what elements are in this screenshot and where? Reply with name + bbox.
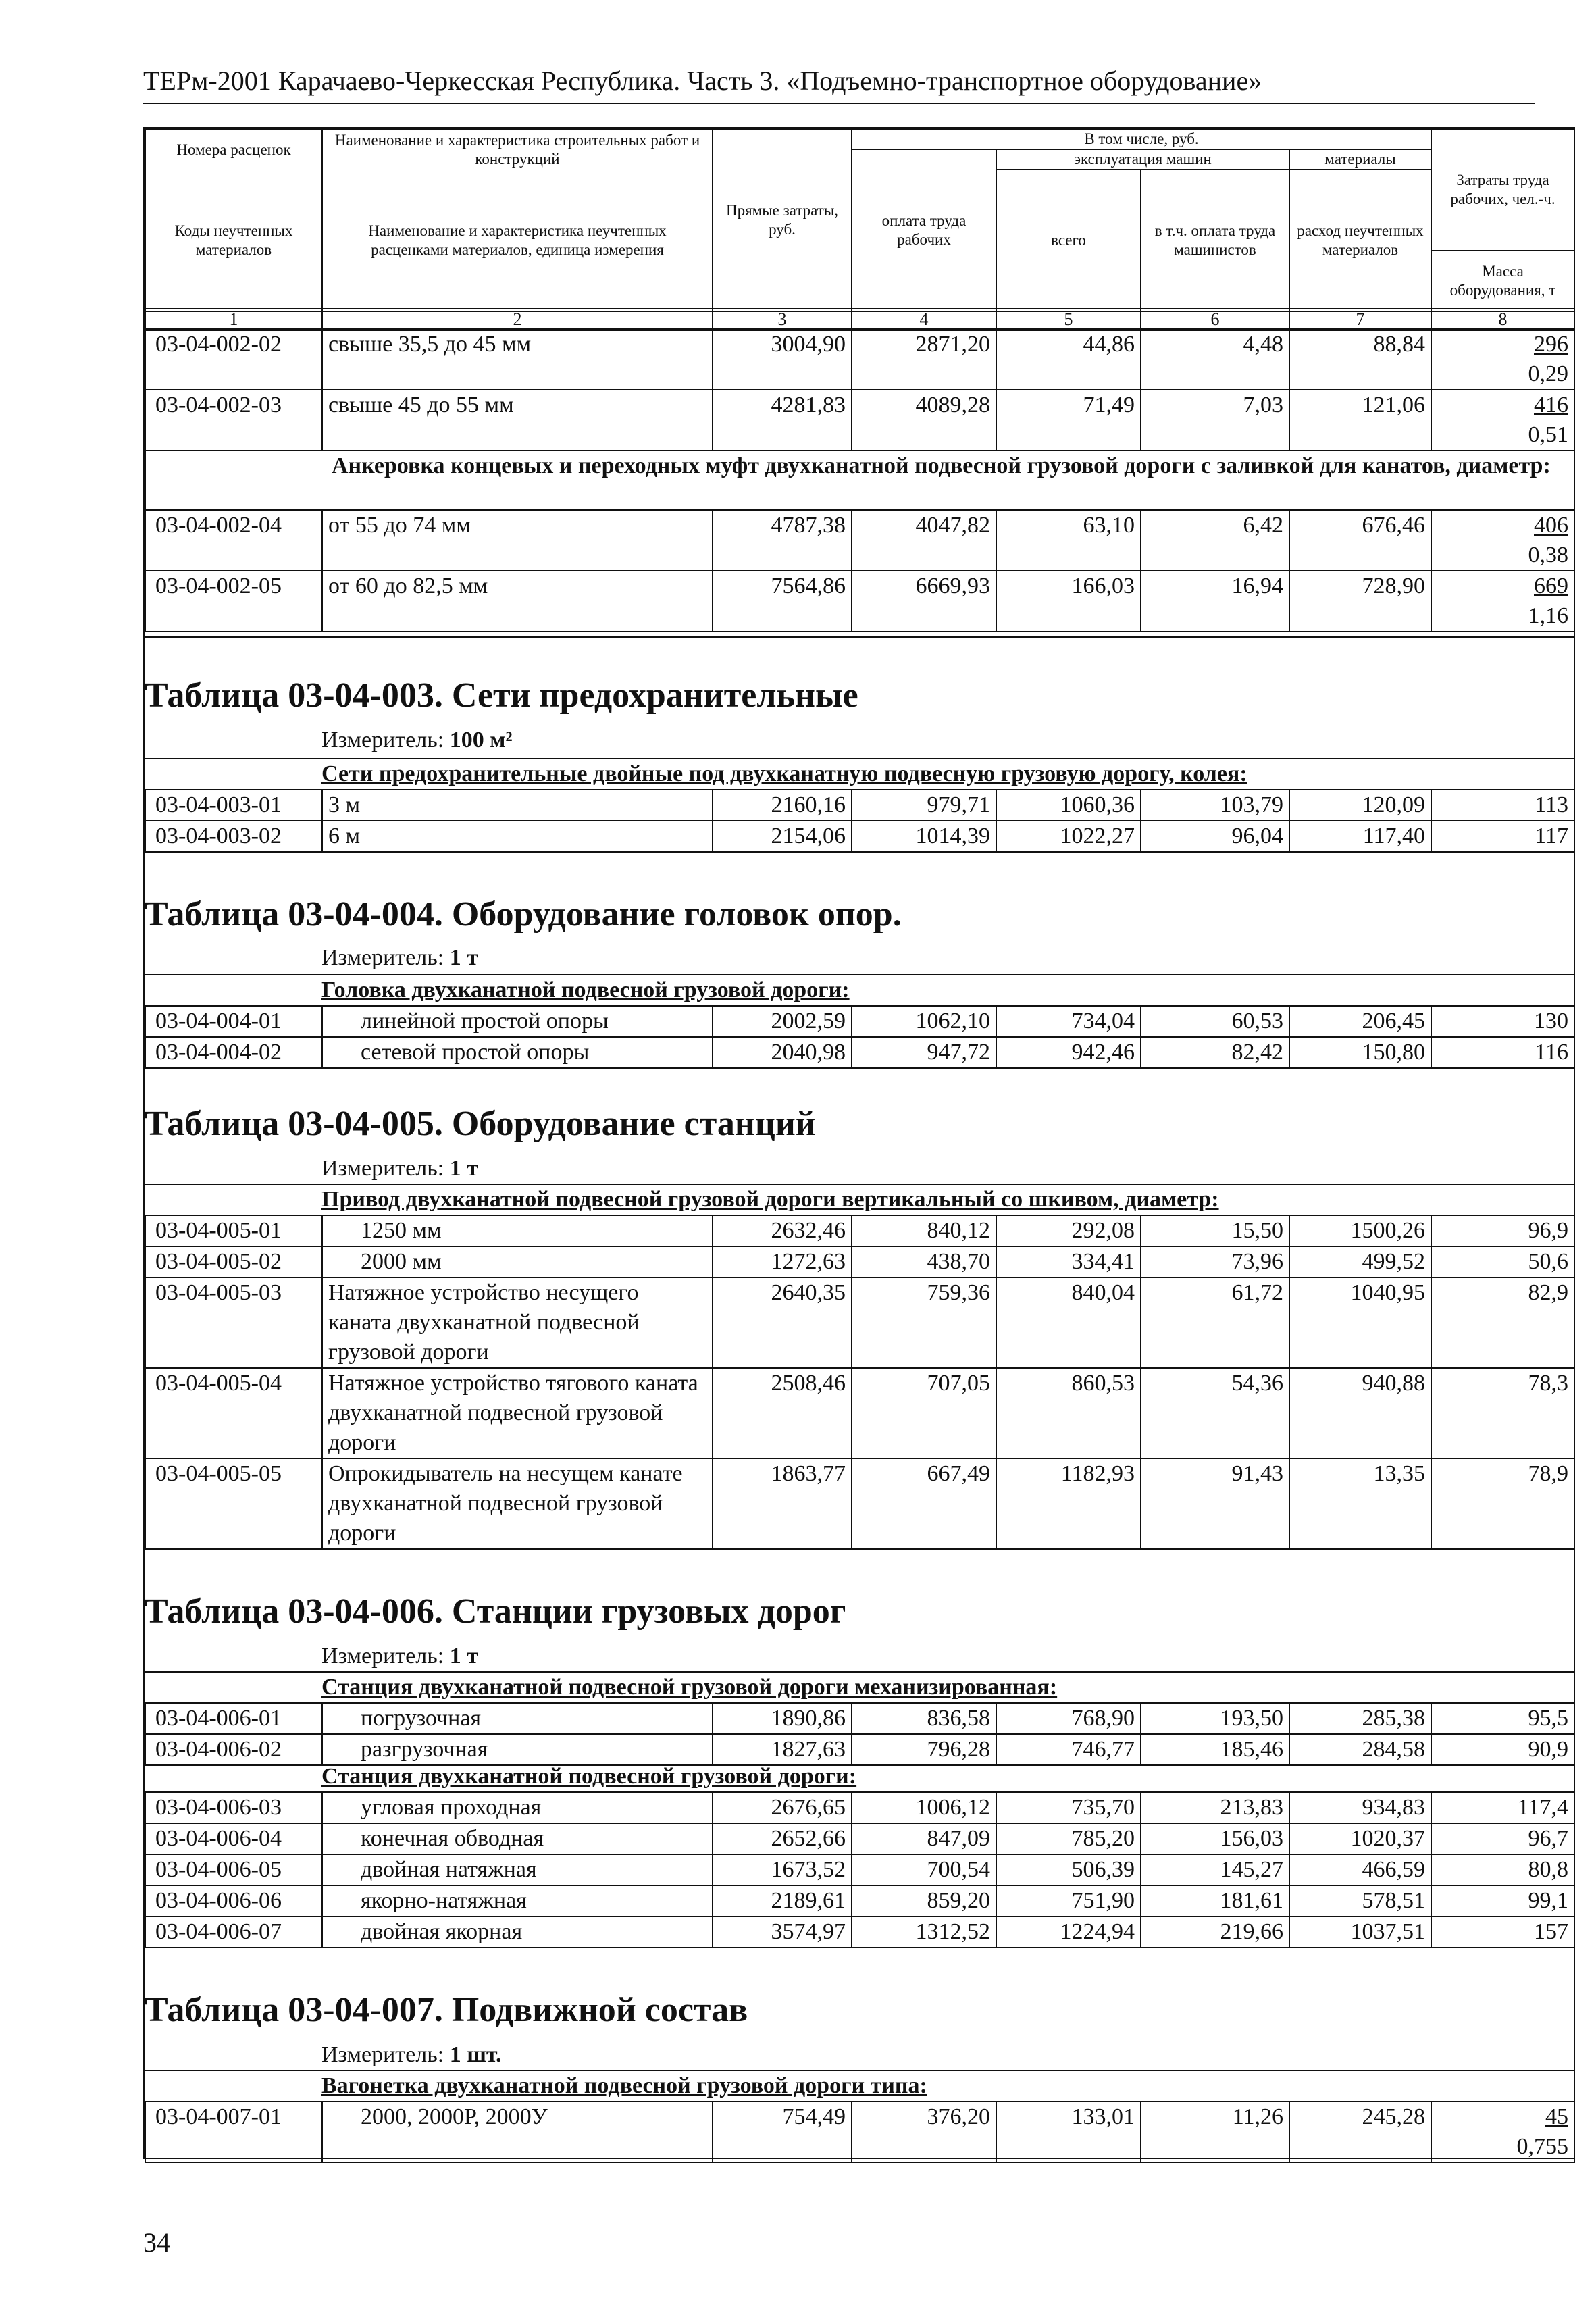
rate-code: 03-04-007-01	[145, 2102, 322, 2162]
table-row	[145, 1458, 1574, 1549]
machines-total: 785,20	[996, 1823, 1141, 1854]
direct-costs: 1673,52	[713, 1854, 852, 1885]
labor-costs: 117	[1431, 821, 1574, 852]
labor-costs: 78,9	[1431, 1458, 1574, 1549]
direct-costs: 2508,46	[713, 1368, 852, 1458]
section-separator	[145, 636, 1574, 638]
table-row	[145, 1734, 1574, 1765]
group-heading: Станция двухканатной подвесной грузовой дороги:	[321, 1764, 857, 1789]
materials: 578,51	[1289, 1885, 1431, 1916]
materials: 150,80	[1289, 1037, 1431, 1068]
equipment-mass: 0,51	[1528, 422, 1568, 447]
machines-total: 1224,94	[996, 1916, 1141, 1948]
unit-label: Измеритель:	[321, 728, 444, 753]
rate-name: Натяжное устройство тягового каната двухканатной подвесной грузовой дороги	[322, 1368, 713, 1458]
machines-total: 133,01	[996, 2102, 1141, 2162]
worker-pay: 1312,52	[852, 1916, 996, 1948]
rate-name: 3 м	[322, 790, 713, 821]
header-rule	[143, 103, 1535, 104]
machines-total: 734,04	[996, 1006, 1141, 1037]
group-heading: Привод двухканатной подвесной грузовой дороги вертикальный со шкивом, диаметр:	[321, 1187, 1219, 1212]
worker-pay: 4089,28	[852, 390, 996, 451]
table-row	[145, 1037, 1574, 1068]
direct-costs: 754,49	[713, 2102, 852, 2162]
col-number: 4	[852, 309, 996, 330]
column-header-table	[145, 128, 1575, 312]
table-row	[145, 571, 1574, 632]
machinist-pay: 60,53	[1141, 1006, 1289, 1037]
worker-pay: 6669,93	[852, 571, 996, 632]
direct-costs: 3574,97	[713, 1916, 852, 1948]
unit-label: Измеритель:	[321, 1644, 444, 1669]
labor-costs: 82,9	[1431, 1277, 1574, 1368]
group-row	[145, 451, 1574, 510]
rate-name: свыше 45 до 55 мм	[322, 390, 713, 451]
materials: 1500,26	[1289, 1215, 1431, 1246]
materials: 284,58	[1289, 1734, 1431, 1765]
machinist-pay: 16,94	[1141, 571, 1289, 632]
col-header-machine-operation: эксплуатация машин	[996, 149, 1289, 170]
table-title-03-04-003: Таблица 03-04-003. Сети предохранительные	[145, 676, 858, 715]
table-03-04-002-continued	[145, 328, 1575, 632]
direct-costs: 2040,98	[713, 1037, 852, 1068]
labor-and-mass	[1431, 390, 1574, 451]
col-header-machines-total: всего	[996, 170, 1141, 311]
table-row	[145, 1215, 1574, 1246]
table-title-03-04-006: Таблица 03-04-006. Станции грузовых дорог	[145, 1592, 846, 1631]
machinist-pay: 193,50	[1141, 1703, 1289, 1734]
group-heading: Анкеровка концевых и переходных муфт двухканатной подвесной грузовой дороги с заливкой для канатов, диаметр:	[322, 451, 1574, 510]
table-title-03-04-005: Таблица 03-04-005. Оборудование станций	[145, 1104, 816, 1143]
rate-code: 03-04-005-03	[145, 1277, 322, 1368]
machines-total: 942,46	[996, 1037, 1141, 1068]
materials: 117,40	[1289, 821, 1431, 852]
rate-name: линейной простой опоры	[322, 1006, 713, 1037]
machinist-pay: 219,66	[1141, 1916, 1289, 1948]
col-number: 6	[1141, 309, 1289, 330]
rate-code: 03-04-006-02	[145, 1734, 322, 1765]
machinist-pay: 145,27	[1141, 1854, 1289, 1885]
rate-name: Натяжное устройство несущего каната двухканатной подвесной грузовой дороги	[322, 1277, 713, 1368]
worker-pay: 4047,82	[852, 510, 996, 571]
rate-name: конечная обводная	[322, 1823, 713, 1854]
page-number: 34	[143, 2227, 170, 2258]
rate-code: 03-04-004-02	[145, 1037, 322, 1068]
rate-code: 03-04-003-02	[145, 821, 322, 852]
unit-label: Измеритель:	[321, 945, 444, 970]
labor-costs: 50,6	[1431, 1246, 1574, 1277]
rate-code: 03-04-002-02	[145, 329, 322, 390]
machines-total: 63,10	[996, 510, 1141, 571]
table-03-04-005	[145, 1215, 1575, 1550]
direct-costs: 3004,90	[713, 329, 852, 390]
equipment-mass: 1,16	[1528, 603, 1568, 628]
labor-costs: 99,1	[1431, 1885, 1574, 1916]
col-number: 1	[145, 309, 322, 330]
rate-name: разгрузочная	[322, 1734, 713, 1765]
direct-costs: 1863,77	[713, 1458, 852, 1549]
machines-total: 751,90	[996, 1885, 1141, 1916]
machinist-pay: 6,42	[1141, 510, 1289, 571]
machines-total: 1060,36	[996, 790, 1141, 821]
unit-line	[321, 2040, 502, 2070]
equipment-mass: 0,755	[1516, 2134, 1568, 2159]
col-header-material-codes: Коды неучтенных материалов	[145, 170, 322, 311]
unit-line	[321, 943, 478, 973]
machines-total: 71,49	[996, 390, 1141, 451]
table-row	[145, 1792, 1574, 1823]
machinist-pay: 15,50	[1141, 1215, 1289, 1246]
machines-total: 746,77	[996, 1734, 1141, 1765]
unit-value: 1 т	[449, 1644, 478, 1669]
worker-pay: 1014,39	[852, 821, 996, 852]
materials: 728,90	[1289, 571, 1431, 632]
machines-total: 840,04	[996, 1277, 1141, 1368]
machinist-pay: 213,83	[1141, 1792, 1289, 1823]
machinist-pay: 54,36	[1141, 1368, 1289, 1458]
col-header-materials: материалы	[1289, 149, 1431, 170]
machinist-pay: 73,96	[1141, 1246, 1289, 1277]
labor-costs: 95,5	[1431, 1703, 1574, 1734]
table-row	[145, 1277, 1574, 1368]
materials: 1037,51	[1289, 1916, 1431, 1948]
direct-costs: 2160,16	[713, 790, 852, 821]
direct-costs: 2632,46	[713, 1215, 852, 1246]
worker-pay: 979,71	[852, 790, 996, 821]
table-03-04-003	[145, 789, 1575, 853]
table-row	[145, 1703, 1574, 1734]
table-title-03-04-004: Таблица 03-04-004. Оборудование головок опор.	[145, 895, 902, 934]
worker-pay: 707,05	[852, 1368, 996, 1458]
machines-total: 860,53	[996, 1368, 1141, 1458]
machines-total: 1022,27	[996, 821, 1141, 852]
machinist-pay: 91,43	[1141, 1458, 1289, 1549]
group-heading: Станция двухканатной подвесной грузовой дороги механизированная:	[321, 1675, 1058, 1700]
rate-code: 03-04-005-01	[145, 1215, 322, 1246]
table-03-04-006-part-1	[145, 1702, 1575, 1766]
worker-pay: 759,36	[852, 1277, 996, 1368]
rate-name: якорно-натяжная	[322, 1885, 713, 1916]
labor-and-mass	[1431, 2102, 1574, 2162]
rate-code: 03-04-006-05	[145, 1854, 322, 1885]
rates-document	[143, 127, 1575, 2159]
machines-total: 1182,93	[996, 1458, 1141, 1549]
rate-name: от 60 до 82,5 мм	[322, 571, 713, 632]
labor-costs: 90,9	[1431, 1734, 1574, 1765]
table-row	[145, 1006, 1574, 1037]
rate-name: сетевой простой опоры	[322, 1037, 713, 1068]
col-number: 8	[1431, 309, 1574, 330]
materials: 285,38	[1289, 1703, 1431, 1734]
labor-costs: 80,8	[1431, 1854, 1574, 1885]
materials: 466,59	[1289, 1854, 1431, 1885]
table-title-03-04-007: Таблица 03-04-007. Подвижной состав	[145, 1991, 748, 2029]
machinist-pay: 4,48	[1141, 329, 1289, 390]
col-number: 3	[713, 309, 852, 330]
worker-pay: 1006,12	[852, 1792, 996, 1823]
direct-costs: 2640,35	[713, 1277, 852, 1368]
unit-line	[321, 1154, 478, 1184]
direct-costs: 2676,65	[713, 1792, 852, 1823]
machinist-pay: 82,42	[1141, 1037, 1289, 1068]
table-row	[145, 1368, 1574, 1458]
labor-costs: 96,7	[1431, 1823, 1574, 1854]
rate-name: угловая проходная	[322, 1792, 713, 1823]
direct-costs: 1827,63	[713, 1734, 852, 1765]
rate-name: 6 м	[322, 821, 713, 852]
machinist-pay: 61,72	[1141, 1277, 1289, 1368]
machinist-pay: 103,79	[1141, 790, 1289, 821]
rate-code: 03-04-006-07	[145, 1916, 322, 1948]
rate-name: 2000, 2000Р, 2000У	[322, 2102, 713, 2162]
table-row	[145, 329, 1574, 390]
direct-costs: 2154,06	[713, 821, 852, 852]
col-header-labor-costs: Затраты труда рабочих, чел.-ч.	[1431, 129, 1574, 251]
direct-costs: 4281,83	[713, 390, 852, 451]
labor-costs: 116	[1431, 1037, 1574, 1068]
direct-costs: 2189,61	[713, 1885, 852, 1916]
materials: 1020,37	[1289, 1823, 1431, 1854]
rate-code: 03-04-006-04	[145, 1823, 322, 1854]
equipment-mass: 0,38	[1528, 542, 1568, 567]
column-number-row	[145, 308, 1575, 331]
col-header-direct-costs: Прямые затраты, руб.	[713, 129, 852, 311]
table-row	[145, 510, 1574, 571]
unit-value: 100 м²	[449, 728, 513, 753]
rate-code: 03-04-005-04	[145, 1368, 322, 1458]
rate-code: 03-04-003-01	[145, 790, 322, 821]
materials: 88,84	[1289, 329, 1431, 390]
materials: 499,52	[1289, 1246, 1431, 1277]
worker-pay: 438,70	[852, 1246, 996, 1277]
rate-name: 2000 мм	[322, 1246, 713, 1277]
table-03-04-004	[145, 1005, 1575, 1069]
machinist-pay: 181,61	[1141, 1885, 1289, 1916]
worker-pay: 376,20	[852, 2102, 996, 2162]
machinist-pay: 185,46	[1141, 1734, 1289, 1765]
labor-costs: 416	[1534, 392, 1568, 417]
labor-and-mass	[1431, 571, 1574, 632]
rate-name: Опрокидыватель на несущем канате двухканатной подвесной грузовой дороги	[322, 1458, 713, 1549]
worker-pay: 700,54	[852, 1854, 996, 1885]
labor-costs: 157	[1431, 1916, 1574, 1948]
col-header-equipment-mass: Масса оборудования, т	[1431, 251, 1574, 311]
materials: 121,06	[1289, 390, 1431, 451]
direct-costs: 4787,38	[713, 510, 852, 571]
machines-total: 166,03	[996, 571, 1141, 632]
labor-costs: 78,3	[1431, 1368, 1574, 1458]
machines-total: 506,39	[996, 1854, 1141, 1885]
rate-name: двойная якорная	[322, 1916, 713, 1948]
group-heading: Сети предохранительные двойные под двухканатную подвесную грузовую дорогу, колея:	[321, 761, 1247, 786]
direct-costs: 7564,86	[713, 571, 852, 632]
worker-pay: 947,72	[852, 1037, 996, 1068]
worker-pay: 1062,10	[852, 1006, 996, 1037]
materials: 245,28	[1289, 2102, 1431, 2162]
machinist-pay: 156,03	[1141, 1823, 1289, 1854]
col-number: 2	[322, 309, 713, 330]
col-header-worker-pay: оплата труда рабочих	[852, 149, 996, 311]
labor-costs: 406	[1534, 513, 1568, 538]
rate-name: погрузочная	[322, 1703, 713, 1734]
col-number: 7	[1289, 309, 1431, 330]
col-header-including: В том числе, руб.	[852, 129, 1431, 149]
rate-code: 03-04-006-01	[145, 1703, 322, 1734]
machines-total: 44,86	[996, 329, 1141, 390]
worker-pay: 859,20	[852, 1885, 996, 1916]
unit-line	[321, 726, 513, 755]
table-row	[145, 1885, 1574, 1916]
machines-total: 334,41	[996, 1246, 1141, 1277]
table-row	[145, 2102, 1574, 2162]
labor-costs: 96,9	[1431, 1215, 1574, 1246]
materials: 934,83	[1289, 1792, 1431, 1823]
table-row	[145, 1823, 1574, 1854]
materials: 1040,95	[1289, 1277, 1431, 1368]
rate-code: 03-04-005-05	[145, 1458, 322, 1549]
labor-and-mass	[1431, 329, 1574, 390]
rate-code: 03-04-004-01	[145, 1006, 322, 1037]
machines-total: 768,90	[996, 1703, 1141, 1734]
table-row	[145, 1916, 1574, 1948]
rate-name: свыше 35,5 до 45 мм	[322, 329, 713, 390]
table-03-04-007	[145, 2101, 1575, 2163]
machinist-pay: 11,26	[1141, 2102, 1289, 2162]
unit-label: Измеритель:	[321, 2042, 444, 2067]
col-header-work-name: Наименование и характеристика строительных работ и конструкций	[322, 129, 713, 170]
direct-costs: 1890,86	[713, 1703, 852, 1734]
col-number: 5	[996, 309, 1141, 330]
worker-pay: 2871,20	[852, 329, 996, 390]
col-header-machinist-pay: в т.ч. оплата труда машинистов	[1141, 170, 1289, 311]
unit-label: Измеритель:	[321, 1156, 444, 1181]
rate-code: 03-04-002-03	[145, 390, 322, 451]
labor-costs: 45	[1545, 2104, 1568, 2129]
table-row	[145, 1246, 1574, 1277]
col-header-material-names: Наименование и характеристика неучтенных расценками материалов, единица измерения	[322, 170, 713, 311]
page-header: ТЕРм-2001 Карачаево-Черкесская Республика. Часть 3. «Подъемно-транспортное оборудование»	[143, 66, 1262, 96]
rate-code: 03-04-002-05	[145, 571, 322, 632]
rate-code: 03-04-006-06	[145, 1885, 322, 1916]
rate-name: 1250 мм	[322, 1215, 713, 1246]
labor-costs: 113	[1431, 790, 1574, 821]
worker-pay: 840,12	[852, 1215, 996, 1246]
labor-costs: 130	[1431, 1006, 1574, 1037]
materials: 13,35	[1289, 1458, 1431, 1549]
rate-name: двойная натяжная	[322, 1854, 713, 1885]
rate-code: 03-04-005-02	[145, 1246, 322, 1277]
unit-value: 1 т	[449, 1156, 478, 1181]
table-row	[145, 821, 1574, 852]
labor-and-mass	[1431, 510, 1574, 571]
direct-costs: 2002,59	[713, 1006, 852, 1037]
col-header-rate-number: Номера расценок	[145, 129, 322, 170]
worker-pay: 796,28	[852, 1734, 996, 1765]
materials: 206,45	[1289, 1006, 1431, 1037]
labor-costs: 669	[1534, 574, 1568, 599]
group-heading: Головка двухканатной подвесной грузовой дороги:	[321, 977, 850, 1002]
unit-value: 1 т	[449, 945, 478, 970]
materials: 676,46	[1289, 510, 1431, 571]
table-row	[145, 790, 1574, 821]
machinist-pay: 7,03	[1141, 390, 1289, 451]
table-row	[145, 390, 1574, 451]
labor-costs: 296	[1534, 332, 1568, 357]
rate-code: 03-04-006-03	[145, 1792, 322, 1823]
materials: 940,88	[1289, 1368, 1431, 1458]
group-heading: Вагонетка двухканатной подвесной грузовой дороги типа:	[321, 2073, 927, 2098]
unit-value: 1 шт.	[449, 2042, 502, 2067]
direct-costs: 1272,63	[713, 1246, 852, 1277]
equipment-mass: 0,29	[1528, 361, 1568, 386]
materials: 120,09	[1289, 790, 1431, 821]
machines-total: 292,08	[996, 1215, 1141, 1246]
worker-pay: 667,49	[852, 1458, 996, 1549]
worker-pay: 847,09	[852, 1823, 996, 1854]
direct-costs: 2652,66	[713, 1823, 852, 1854]
unit-line	[321, 1642, 478, 1671]
machinist-pay: 96,04	[1141, 821, 1289, 852]
table-row	[145, 1854, 1574, 1885]
col-header-material-consumption: расход неучтенных материалов	[1289, 170, 1431, 311]
labor-costs: 117,4	[1431, 1792, 1574, 1823]
table-03-04-006-part-2	[145, 1791, 1575, 1948]
machines-total: 735,70	[996, 1792, 1141, 1823]
worker-pay: 836,58	[852, 1703, 996, 1734]
rate-name: от 55 до 74 мм	[322, 510, 713, 571]
rate-code: 03-04-002-04	[145, 510, 322, 571]
